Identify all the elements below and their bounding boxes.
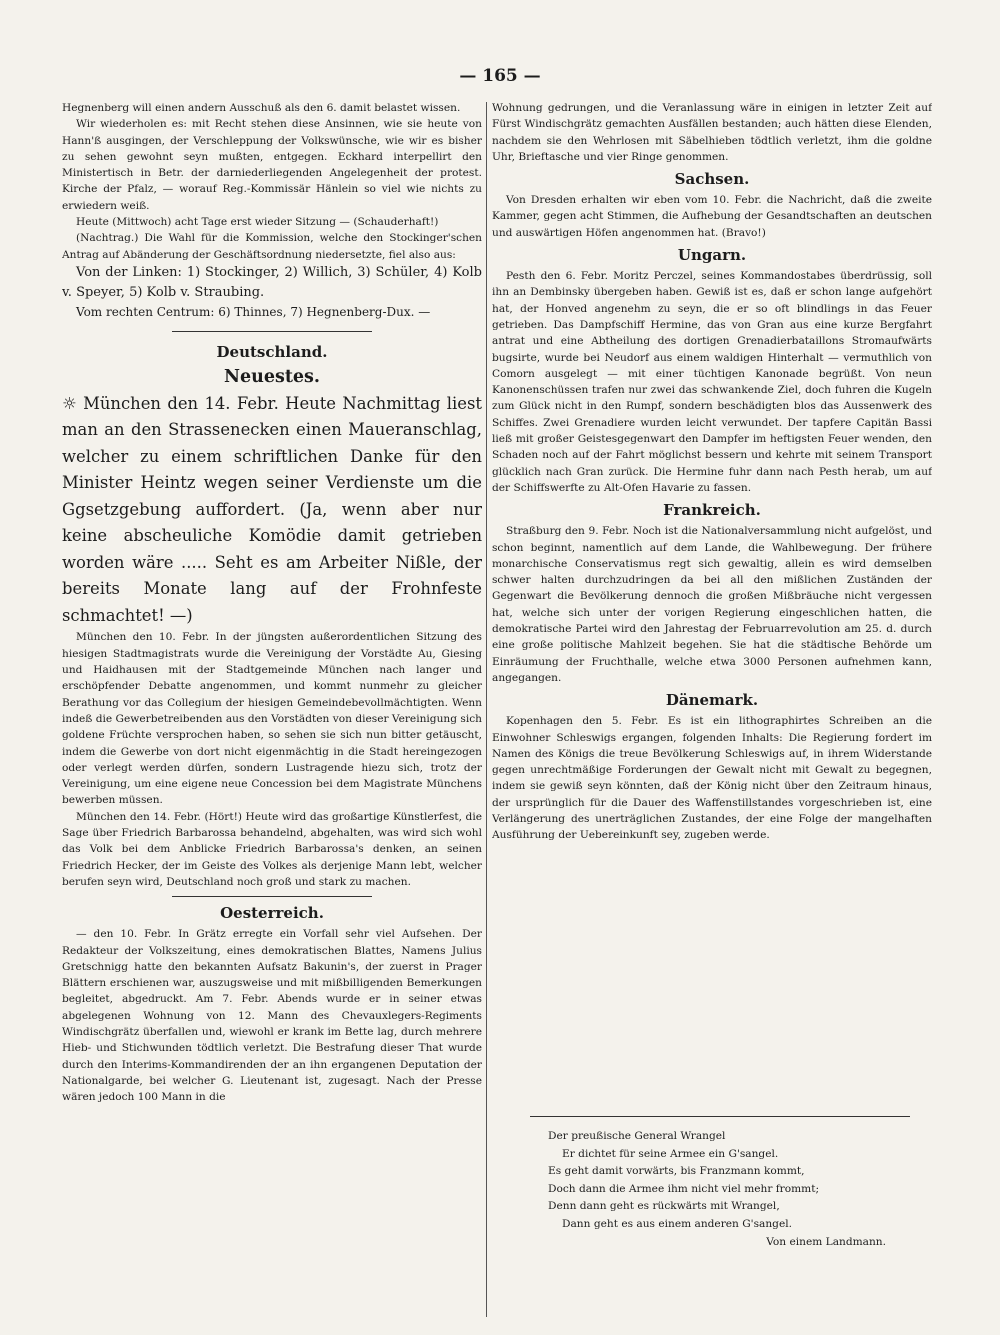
poem-signature: Von einem Landmann.: [766, 1235, 886, 1248]
poem-line: Der preußische General Wrangel: [548, 1130, 726, 1142]
poem-line: Denn dann geht es rückwärts mit Wrangel,: [548, 1200, 780, 1213]
section-rule: [172, 896, 372, 897]
section-heading-oesterreich: Oesterreich.: [220, 904, 324, 923]
section-heading-daenemark: Dänemark.: [665, 691, 759, 710]
poem-line: Er dichtet für seine Armee ein G'sangel.: [562, 1147, 779, 1160]
paragraph: Von der Linken: 1) Stockinger, 2) Willich, 3) Schüler, 4) Kolb v. Speyer, 5) Kolb v. Straubing.: [62, 264, 482, 300]
paragraph: Wir wiederholen es: mit Recht stehen diese Ansinnen, wie sie heute von Hann'ß ausgingen, der Verschleppung der Volkswünsche, wie wir es bisher zu sehen gewohnt seyn mußten, entgegen. Eckhard interpellirt den Ministertisch in Betr. der darniederliegenden Angelegenheit der protest. Kirche der Pfalz, — worauf Reg.-Kommissär Hänlein so viel wie nichts zu erwiedern weiß.: [62, 118, 482, 212]
paragraph: Pesth den 6. Febr. Moritz Perczel, seines Kommandostabes überdrüssig, soll ihn an Dembinsky übergeben haben. Gewiß ist es, daß er schon lange aufgehört hat, der Honved angenehm zu seyn, die er so oft blindlings in das Feuer getrieben. Das Dampfschiff Hermine, das von Gran aus eine kurze Bergfahrt antrat und eine Abtheilung des dortigen Grenadierbataillons Stromaufwärts bugsirte, wurde bei Neudorf aus einem waldigen Hinterhalt — vermuthlich von Comorn ausgelegt — mit einer tüchtigen Kanonade begrüßt. Von neun Kanonenschüssen trafen nur zwei das schwankende Ziel, doch fuhren die Kugeln zum Glück nicht in den Rumpf, sondern beschädigten blos das Aussenwerk des Schiffes. Zwei Grenadiere wurden leicht verwundet. Der tapfere Capitän Bassi ließ mit großer Geistesgegenwart den Dampfer im heftigsten Feuer wenden, den Schaden noch auf der Fahrt möglichst bessern und kehrte mit seinem Transport glücklich nach Gran zurück. Die Hermine fuhr dann nach Pesth herab, um auf der Schiffswerfte zu Alt-Ofen Havarie zu fassen.: [492, 270, 932, 494]
paragraph: München den 10. Febr. In der jüngsten außerordentlichen Sitzung des hiesigen Stadtmagistrats wurde die Vereinigung der Vorstädte Au, Giesing und Haidhausen mit der Stadtgemeinde München nach langer und erschöpfender Debatte angenommen, und kommt nunmehr zu gleicher Berathung vor das Collegium der hiesigen Gemeindebevollmächtigten. Wenn indeß die Gewerbetreibenden aus den Vorstädten von dieser Vereinigung sich goldene Früchte versprochen haben, so sehen sie sich nun bitter getäuscht, indem die Gewerbe von dort nicht eigenmächtig in die Stadt hereingezogen oder verlegt werden dürfen, sondern Lustragende hiezu sich, trotz der Vereinigung, um eine eigene neue Concession bei dem Magistrate Münchens bewerben müssen.: [62, 631, 482, 807]
poem: [548, 1128, 908, 1251]
paragraph: Vom rechten Centrum: 6) Thinnes, 7) Hegnenberg-Dux. —: [76, 304, 431, 319]
column-divider: [486, 102, 487, 1317]
poem-line: Doch dann die Armee ihm nicht viel mehr frommt;: [548, 1182, 820, 1195]
section-rule: [172, 331, 372, 332]
paragraph: Hegnenberg will einen andern Ausschuß als den 6. damit belastet wissen.: [62, 102, 461, 114]
paragraph: ☼ München den 14. Febr. Heute Nachmittag liest man an den Strassenecken einen Maueranschlag, welcher zu einem schriftlichen Danke für den Minister Heintz wegen seiner Verdienste um die Ggsetzgebung auffordert. (Ja, wenn aber nur keine abscheuliche Komödie damit getrieben worden wäre ..... Seht es am Arbeiter Nißle, der bereits Monate lang auf der Frohnfeste schmachtet! —): [62, 393, 482, 625]
paragraph: Straßburg den 9. Febr. Noch ist die Nationalversammlung nicht aufgelöst, und schon beginnt, namentlich auf dem Lande, die Wahlbewegung. Der frühere monarchische Conservatismus regt sich gewaltig, allein es wird demselben schwer halten durchzudringen da bei all den mißlichen Zuständen der Gegenwart die Bevölkerung dennoch die großen Mißbräuche nicht vergessen hat, welche sich unter der vorigen Regierung eingeschlichen hatten, die demokratische Partei wird den Jahrestag der Februarrevolution am 25. d. durch eine große politische Mahlzeit begehen. Sie hat die städtische Behörde um Einräumung der Fruchthalle, welche etwa 3000 Personen aufnehmen kann, angegangen.: [492, 525, 932, 684]
section-heading-sachsen: Sachsen.: [674, 170, 750, 189]
section-heading-neuestes: Neuestes.: [223, 366, 320, 387]
section-heading-ungarn: Ungarn.: [677, 246, 747, 265]
paragraph: Heute (Mittwoch) acht Tage erst wieder Sitzung — (Schauderhaft!): [76, 216, 439, 229]
page-number: — 165 —: [459, 66, 541, 86]
paragraph: Kopenhagen den 5. Febr. Es ist ein lithographirtes Schreiben an die Einwohner Schleswigs ergangen, folgenden Inhalts: Die Regierung fordert im Namen des Königs die treue Bevölkerung Schleswigs auf, in ihrem Widerstande gegen unrechtmäßige Forderungen der Gewalt nicht mit Gewalt zu begegnen, indem sie gewiß seyn könnten, daß der König nicht über den Zeitraum hinaus, der ursprünglich für die Dauer des Waffenstillstandes vorgeschrieben ist, eine Verlängerung des unerträglichen Zustandes, der eine Folge der mangelhaften Ausführung der Uebereinkunft sey, zugeben werde.: [492, 715, 932, 842]
section-heading-deutschland: Deutschland.: [216, 342, 328, 361]
paragraph: Von Dresden erhalten wir eben vom 10. Febr. die Nachricht, daß die zweite Kammer, gegen acht Stimmen, die Aufhebung der Gesandtschaften an deutschen und auswärtigen Höfen angenommen hat. (Bravo!): [492, 194, 932, 239]
paragraph: (Nachtrag.) Die Wahl für die Kommission, welche den Stockinger'schen Antrag auf Abänderung der Geschäftsordnung niedersetzte, fiel also aus:: [62, 232, 482, 261]
left-column: [62, 100, 482, 1320]
poem-line: Es geht damit vorwärts, bis Franzmann kommt,: [548, 1165, 805, 1178]
paragraph: Wohnung gedrungen, und die Veranlassung wäre in einigen in letzter Zeit auf Fürst Windischgrätz gemachten Ausfällen bestanden; auch hätten diese Elenden, nachdem sie den Wehrlosen mit Säbelhieben tödtlich verletzt, ihm die goldne Uhr, Brieftasche und vier Ringe genommen.: [492, 102, 932, 163]
paragraph: München den 14. Febr. (Hört!) Heute wird das großartige Künstlerfest, die Sage über Friedrich Barbarossa behandelnd, abgehalten, was wird sich wohl das Volk bei dem Anblicke Friedrich Barbarossa's denken, an seinen Friedrich Hecker, der im Geiste des Volkes als derjenige Mann lebt, welcher berufen seyn wird, Deutschland noch groß und stark zu machen.: [62, 810, 482, 888]
paragraph: — den 10. Febr. In Grätz erregte ein Vorfall sehr viel Aufsehen. Der Redakteur der Volkszeitung, eines demokratischen Blattes, Namens Julius Gretschnigg hatte den bekannten Aufsatz Bakunin's, der zuerst in Prager Blättern erschienen war, auszugsweise und mit mißbilligenden Bemerkungen begleitet, abgedruckt. Am 7. Febr. Abends wurde er in seiner etwas abgelegenen Wohnung von 12. Mann des Chevauxlegers-Regiments Windischgrätz überfallen und, wiewohl er krank im Bette lag, durch mehrere Hieb- und Stichwunden tödtlich verletzt. Die Bestrafung dieser That wurde durch den Interims-Kommandirenden der an ihn ergangenen Deputation der Nationalgarde, bei welcher G. Lieutenant ist, zugesagt. Nach der Presse wären jedoch 100 Mann in die: [62, 928, 482, 1104]
large-notice: [62, 391, 482, 630]
poem-line: Dann geht es aus einem anderen G'sangel.: [562, 1217, 792, 1230]
poem-rule: [530, 1116, 910, 1117]
section-heading-frankreich: Frankreich.: [663, 501, 761, 520]
